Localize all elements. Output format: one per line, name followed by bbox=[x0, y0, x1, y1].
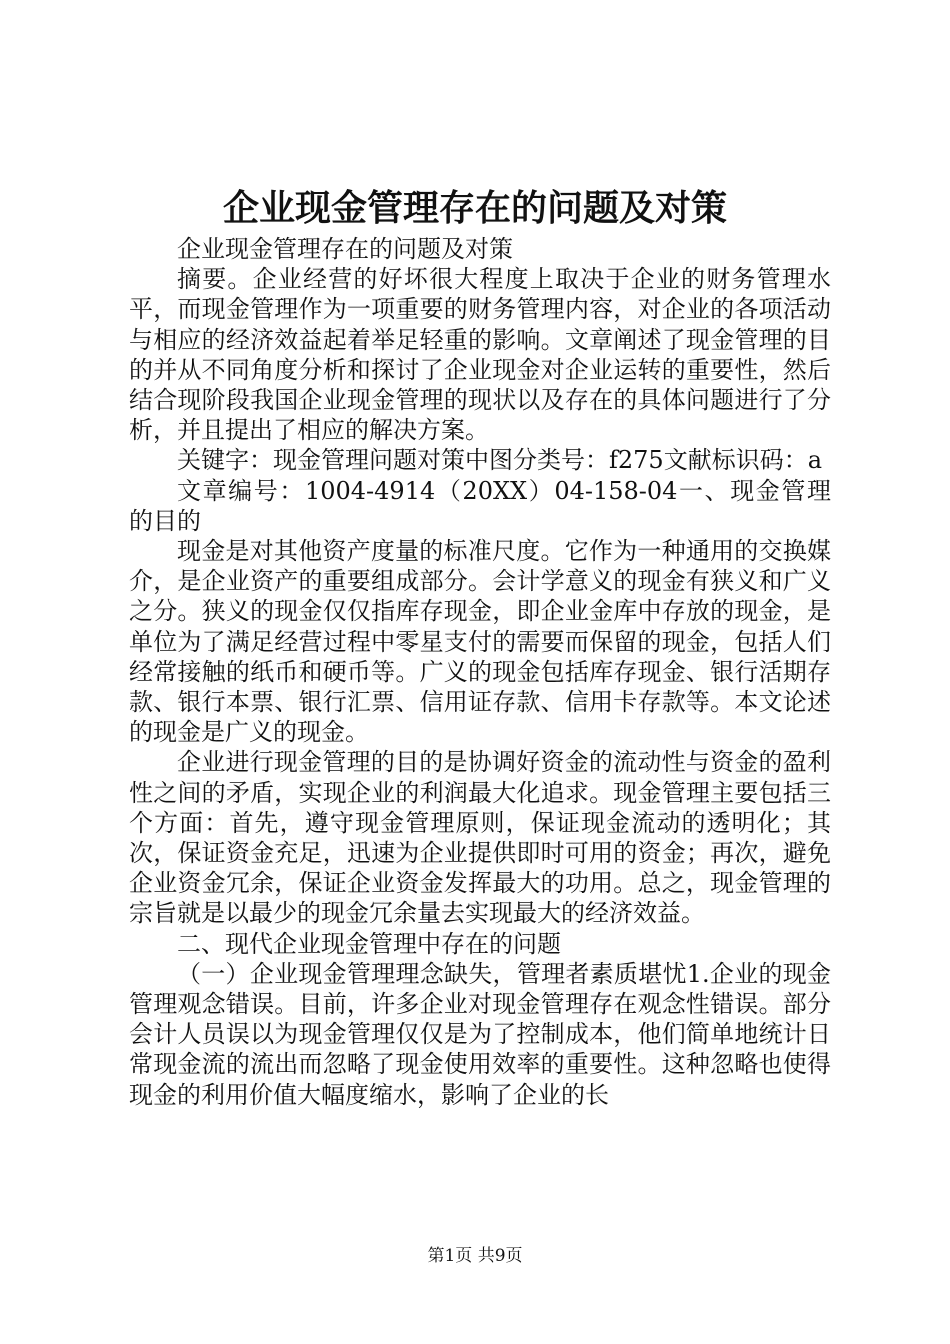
paragraph-abstract: 摘要。企业经营的好坏很大程度上取决于企业的财务管理水平，而现金管理作为一项重要的财务管理内容，对企业的各项活动与相应的经济效益起着举足轻重的影响。文章阐述了现金管理的目的并从不同角度分析和探讨了企业现金对企业运转的重要性，然后结合现阶段我国企业现金管理的现状以及存在的具体问题进行了分析，并且提出了相应的解决方案。 bbox=[129, 265, 831, 445]
paragraph-cash-definition: 现金是对其他资产度量的标准尺度。它作为一种通用的交换媒介，是企业资产的重要组成部分。会计学意义的现金有狭义和广义之分。狭义的现金仅仅指库存现金，即企业金库中存放的现金，是单位为了满足经营过程中零星支付的需要而保留的现金，包括人们经常接触的纸币和硬币等。广义的现金包括库存现金、银行活期存款、银行本票、银行汇票、信用证存款、信用卡存款等。本文论述的现金是广义的现金。 bbox=[129, 537, 831, 747]
document-body bbox=[129, 234, 831, 1110]
page-footer: 第1页 共9页 bbox=[427, 1246, 523, 1266]
paragraph-management-concept: （一）企业现金管理理念缺失，管理者素质堪忧1.企业的现金管理观念错误。目前，许多企业对现金管理存在观念性错误。部分会计人员误以为现金管理仅仅是为了控制成本，他们简单地统计日常现金流的流出而忽略了现金使用效率的重要性。这种忽略也使得现金的利用价值大幅度缩水，影响了企业的长 bbox=[129, 959, 831, 1109]
document-title: 企业现金管理存在的问题及对策 bbox=[222, 187, 727, 229]
paragraph-cash-management-purpose: 企业进行现金管理的目的是协调好资金的流动性与资金的盈利性之间的矛盾，实现企业的利润最大化追求。现金管理主要包括三个方面：首先，遵守现金管理原则，保证现金流动的透明化；其次，保证资金充足，迅速为企业提供即时可用的资金；再次，避免企业资金冗余，保证企业资金发挥最大的功用。总之，现金管理的宗旨就是以最少的现金冗余量去实现最大的经济效益。 bbox=[129, 748, 831, 928]
paragraph-keywords: 关键字：现金管理问题对策中图分类号：f275文献标识码：a bbox=[177, 446, 822, 475]
section-heading-problems: 二、现代企业现金管理中存在的问题 bbox=[177, 929, 561, 958]
paragraph-subtitle: 企业现金管理存在的问题及对策 bbox=[177, 235, 513, 263]
paragraph-article-number: 文章编号：1004-4914（20XX）04-158-04一、现金管理的目的 bbox=[129, 476, 831, 535]
